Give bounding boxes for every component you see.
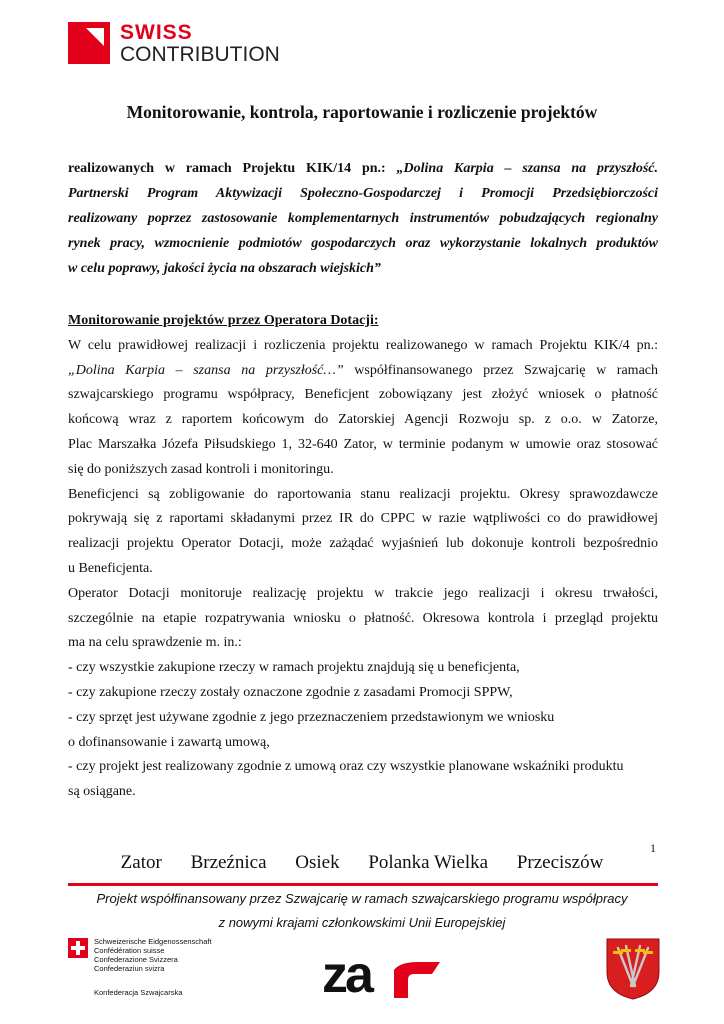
subtitle-line-2: Partnerski Program Aktywizacji Społeczno-Gospodarczej i Promocji Przedsiębiorczości	[68, 186, 658, 201]
confederation-name: Schweizerische Eidgenossenschaft	[94, 937, 212, 946]
town-name: Przeciszów	[516, 852, 604, 873]
town-name: Zator	[120, 852, 162, 873]
page-number: 1	[650, 841, 656, 855]
swiss-flag-icon	[68, 938, 88, 958]
coat-of-arms-icon	[606, 938, 660, 1000]
logo-text-contribution: CONTRIBUTION	[120, 43, 280, 66]
swiss-confederation-logo	[68, 938, 258, 1000]
project-name-italic: „Dolina Karpia – szansa na przyszłość…”	[68, 362, 344, 378]
zar-logo-text: za	[322, 950, 371, 1000]
subtitle-line-5: w celu poprawy, jakości życia na obszarach wiejskich”	[68, 261, 381, 276]
swiss-contribution-mark-icon	[68, 22, 110, 64]
paragraph-2-line-1: Beneficjenci są zobligowanie do raportowania stanu realizacji projektu. Okresy sprawozdawcze	[68, 486, 658, 502]
bullet-item: - czy zakupione rzeczy zostały oznaczone zgodnie z zasadami Promocji SPPW,	[68, 684, 513, 700]
paragraph-1-line-2-rest: współfinansowanego przez Szwajcarię w ramach	[343, 362, 658, 378]
paragraph-1-line-6: się do poniższych zasad kontroli i monitoringu.	[68, 461, 334, 477]
town-name: Osiek	[295, 852, 340, 873]
town-name: Polanka Wielka	[368, 852, 489, 873]
subtitle-line-3: realizowany poprzez zastosowanie komplementarnych instrumentów pobudzających regionalny	[68, 211, 658, 226]
bullet-item: - czy sprzęt jest używane zgodnie z jego przeznaczeniem przedstawionym we wniosku	[68, 709, 555, 725]
logo-text-swiss: SWISS	[120, 21, 193, 44]
bullet-item: - czy projekt jest realizowany zgodnie z umową oraz czy wszystkie planowane wskaźniki produktu	[68, 759, 624, 775]
confederation-name-polish: Konfederacja Szwajcarska	[94, 988, 183, 997]
paragraph-2-line-2: pokrywają się z raportami składanymi przez IR do CPPC w razie wątpliwości co do prawidłowej	[68, 511, 658, 527]
paragraph-3-line-3: ma na celu sprawdzenie m. in.:	[68, 635, 242, 651]
subtitle-line-1-plain: realizowanych w ramach Projektu KIK/14 pn.:	[68, 161, 397, 176]
paragraph-1-line-5: Plac Marszałka Józefa Piłsudskiego 1, 32-640 Zator, w terminie podanym w umowie oraz stosować	[68, 436, 658, 452]
confederation-name: Confederazione Svizzera	[94, 955, 178, 964]
subtitle-line-1-italic: „Dolina Karpia – szansa na przyszłość.	[396, 161, 658, 176]
bullet-item-continuation: są osiągane.	[68, 784, 136, 800]
paragraph-2-line-4: u Beneficjenta.	[68, 560, 153, 576]
paragraph-1-line-3: szwajcarskiego programu współpracy, Beneficjent zobowiązany jest złożyć wniosek o płatność	[68, 387, 658, 403]
subtitle-line-1	[68, 156, 658, 181]
bullet-item: - czy wszystkie zakupione rzeczy w ramach projektu znajdują się u beneficjenta,	[68, 660, 520, 676]
paragraph-1-line-4: końcową wraz z raportem końcowym do Zatorskiej Agencji Rozwoju sp. z o.o. w Zatorze,	[68, 412, 658, 428]
footer-cofinancing-line-1: Projekt współfinansowany przez Szwajcarię w ramach szwajcarskiego programu współpracy	[96, 891, 628, 906]
document-title: Monitorowanie, kontrola, raportowanie i rozliczenie projektów	[126, 102, 598, 122]
footer-divider	[68, 883, 658, 886]
footer-towns	[0, 852, 724, 874]
subtitle-line-4: rynek pracy, wzmocnienie podmiotów gospodarczych oraz wykorzystanie lokalnych produktów	[68, 236, 658, 251]
paragraph-1-line-2	[68, 359, 658, 384]
zar-logo	[322, 950, 442, 1000]
footer-cofinancing-line-2: z nowymi krajami członkowskimi Unii Europejskiej	[218, 915, 506, 930]
paragraph-2-line-3: realizacji projektu Operator Dotacji, może zażądać wyjaśnień lub dokonuje kontroli bezpośrednio	[68, 536, 658, 552]
document-body	[68, 309, 658, 805]
town-name: Brzeźnica	[190, 852, 267, 873]
section-heading: Monitorowanie projektów przez Operatora Dotacji:	[68, 313, 379, 328]
zar-logo-r-shape	[394, 962, 440, 998]
confederation-name: Confédération suisse	[94, 946, 165, 955]
paragraph-3-line-1: Operator Dotacji monitoruje realizację projektu w trakcie jego realizacji i okresu trwałości,	[68, 585, 658, 601]
paragraph-1-line-1: W celu prawidłowej realizacji i rozliczenia projektu realizowanego w ramach Projektu KIK/4 pn.:	[68, 337, 658, 353]
paragraph-3-line-2: szczególnie na etapie rozpatrywania wniosku o płatność. Okresowa kontrola i przegląd projektu	[68, 610, 658, 626]
confederation-names	[94, 937, 212, 973]
confederation-name: Confederaziun svizra	[94, 964, 165, 973]
bullet-item-continuation: o dofinansowanie i zawartą umową,	[68, 734, 270, 750]
project-subtitle	[68, 156, 658, 281]
